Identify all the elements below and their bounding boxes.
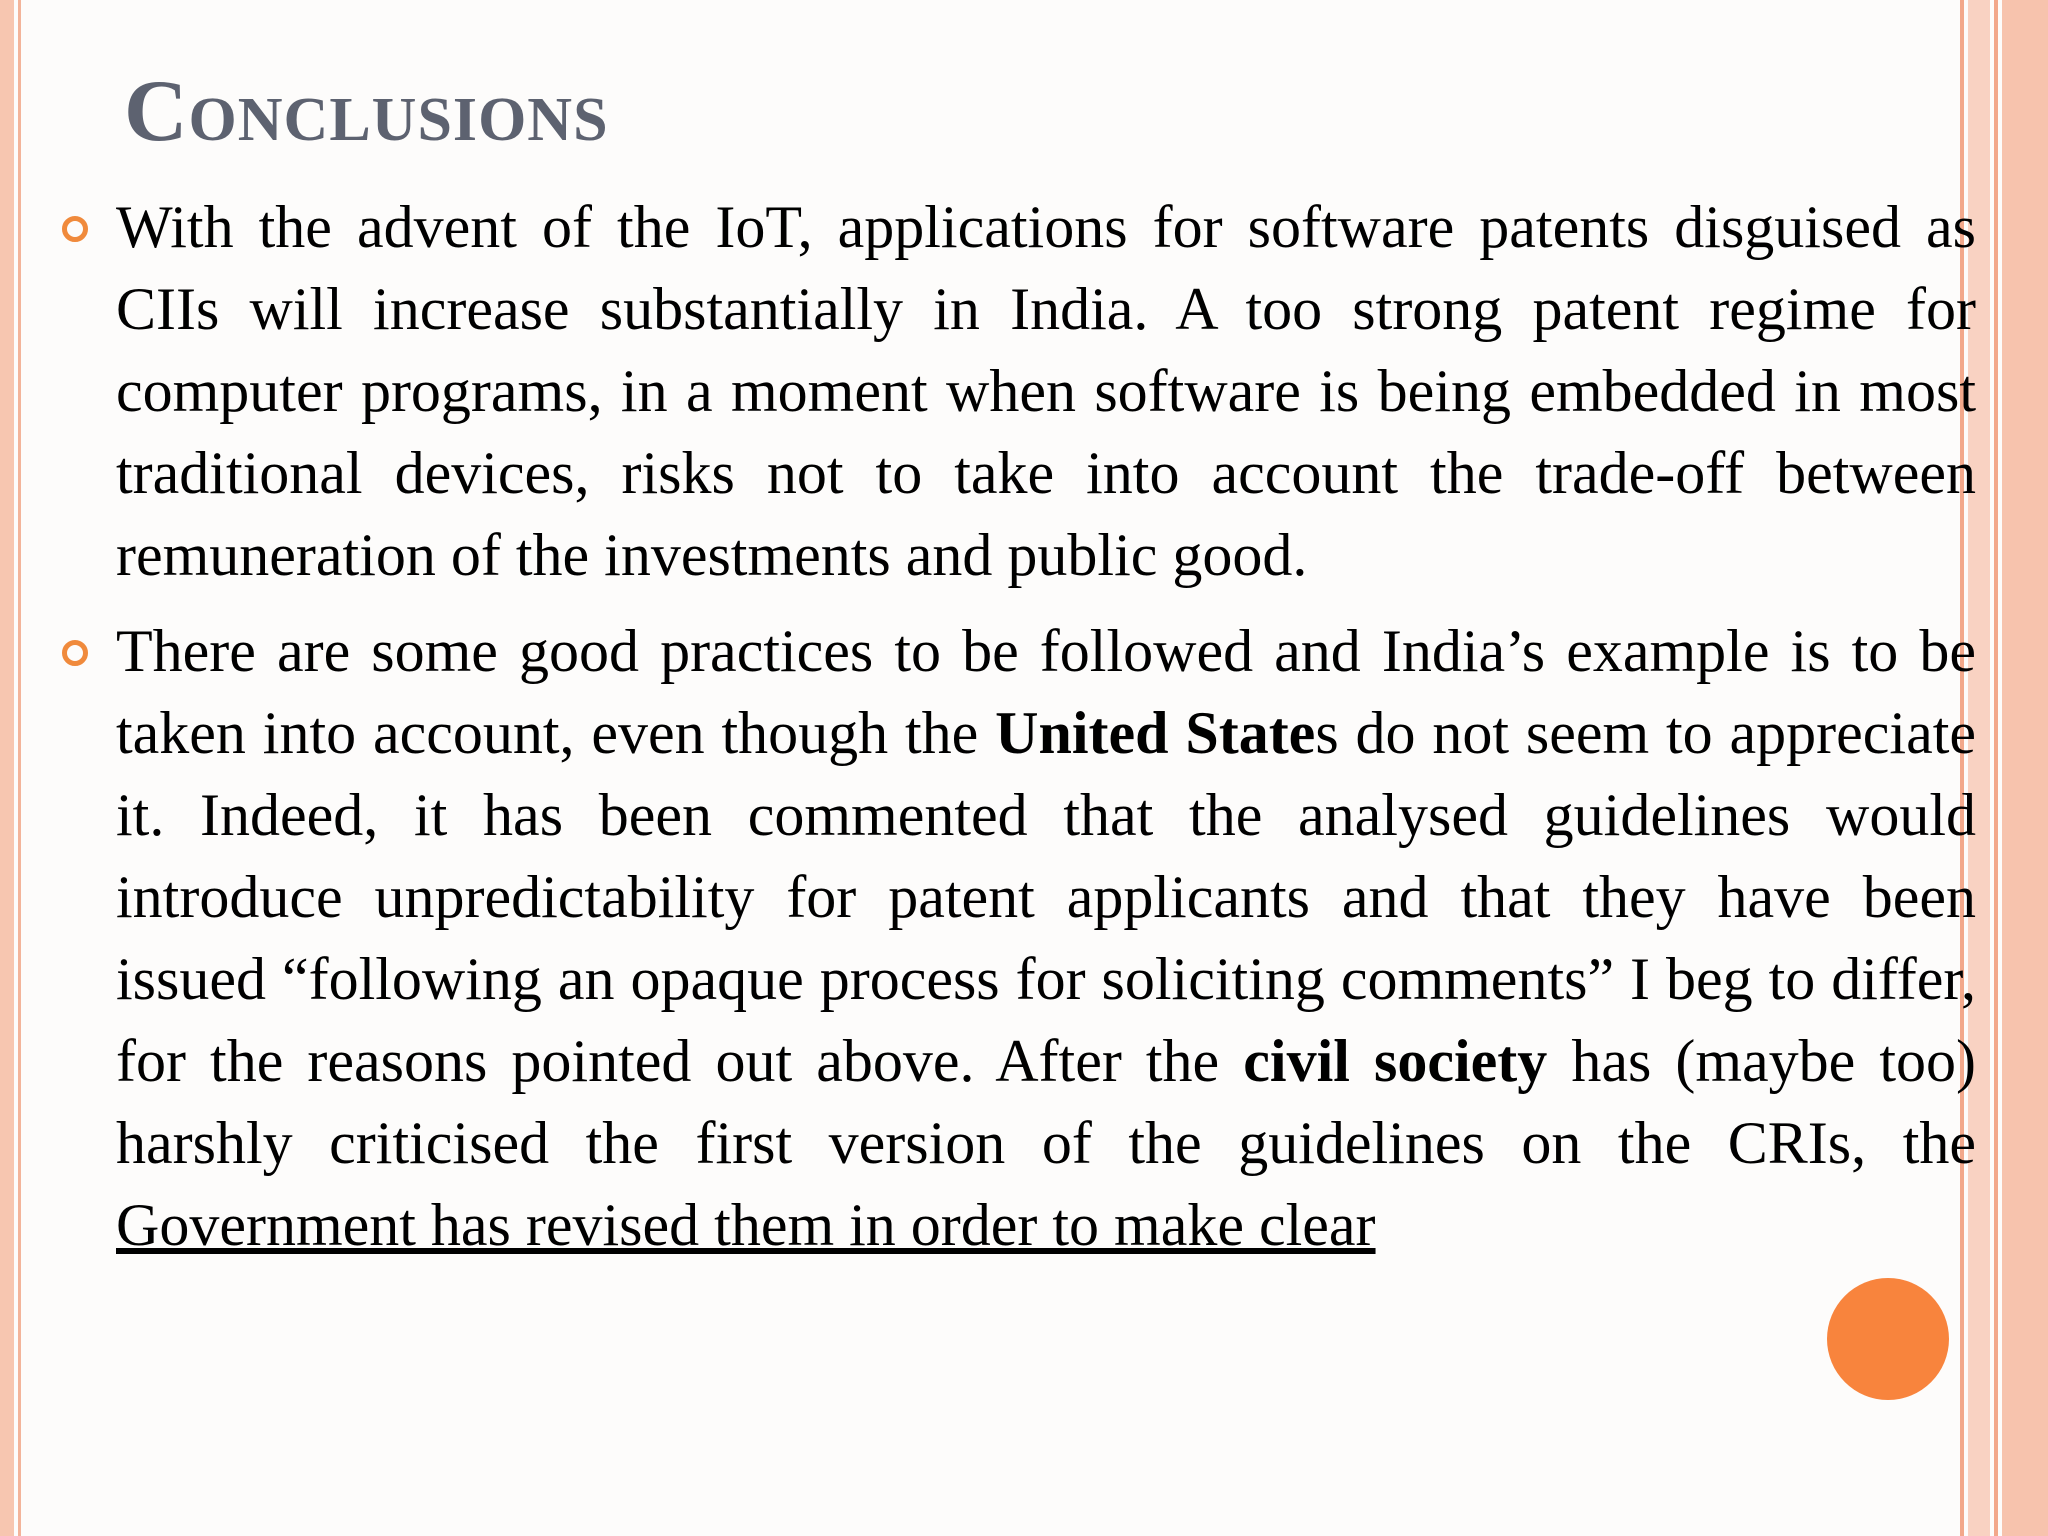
left-border-band — [0, 0, 14, 1536]
bullet-text-2-part1: There are some good practices to be followed and India’s example is to be taken into account, even though the — [116, 618, 1976, 766]
underlined-text: Government has revised them in order to make clear — [116, 1192, 1376, 1258]
slide-content — [116, 186, 1976, 1280]
bullet-text-1: With the advent of the IoT, applications for software patents disguised as CIIs will increase substantially in India. A too strong patent regime for computer programs, in a moment when software is being embedded in most traditional devices, risks not to take into account the trade-off between remuneration of the investments and public good. — [116, 194, 1976, 588]
right-border-band-outer — [2002, 0, 2048, 1536]
hollow-circle-bullet-icon — [62, 216, 88, 242]
hollow-circle-bullet-icon — [62, 640, 88, 666]
left-border-line — [18, 0, 21, 1536]
bold-united-states: United State — [995, 700, 1316, 766]
bold-civil-society: civil society — [1243, 1028, 1548, 1094]
laser-pointer-dot — [1827, 1278, 1949, 1400]
bullet-text-2-part3: has (maybe too) harshly criticised the first version of the guidelines on the CRIs, the — [116, 1028, 1977, 1176]
bullet-item-1 — [116, 186, 1976, 596]
bullet-text-2-part2: s do not seem to appreciate it. Indeed, it has been commented that the analysed guidelines would introduce unpredictability for patent applicants and that they have been issued “following an opaque process for soliciting comments” I beg to differ, for the reasons pointed out above. After the — [116, 700, 1977, 1094]
slide-title: Conclusions — [124, 63, 609, 160]
right-border-line-outer — [1994, 0, 1998, 1536]
bullet-item-2 — [116, 610, 1976, 1266]
